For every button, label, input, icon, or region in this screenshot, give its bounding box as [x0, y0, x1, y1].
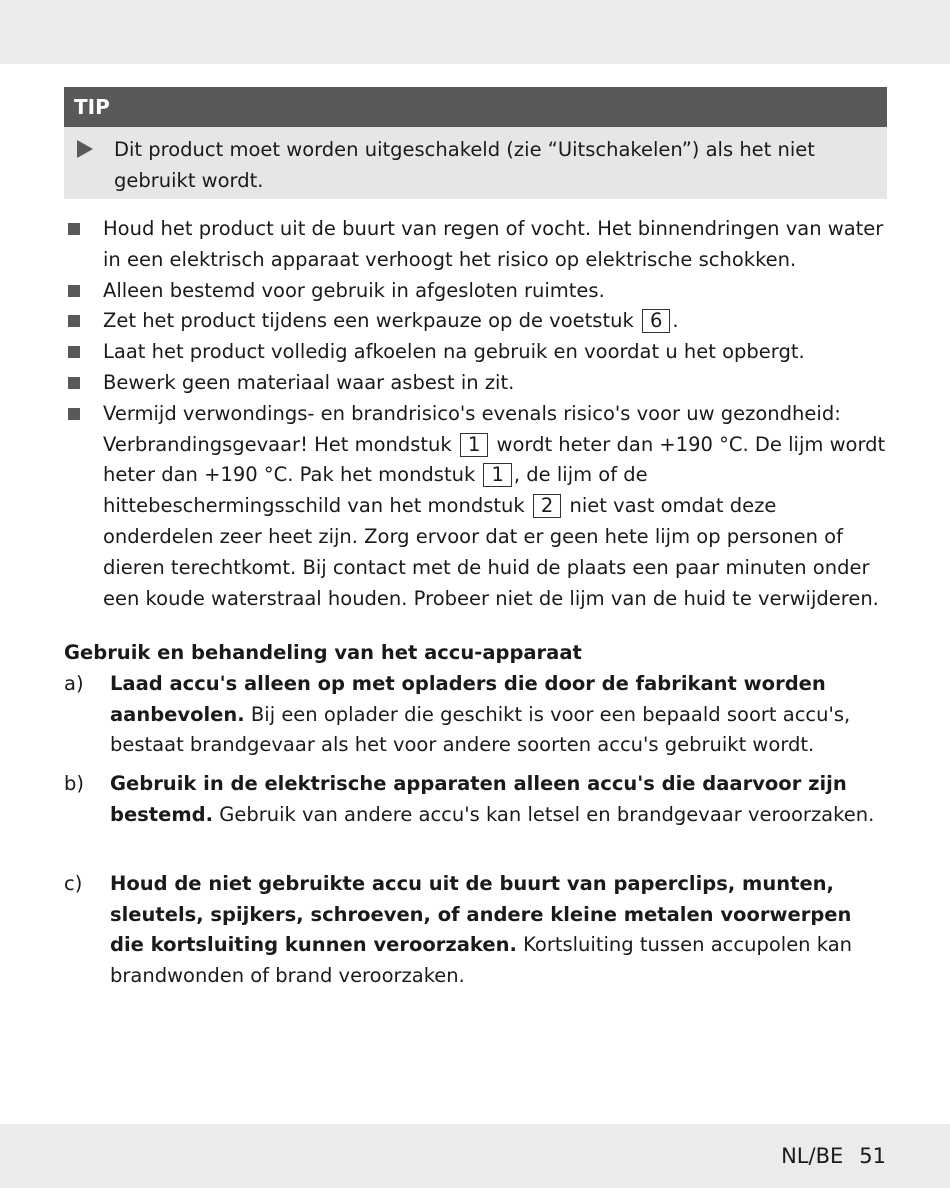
bullet-text: .	[672, 309, 679, 333]
item-body-text: Gebruik van andere accu's kan letsel en brandgevaar veroorzaken.	[213, 802, 875, 826]
bullet-text: , de lijm of de hittebeschermingsschild van het mondstuk	[103, 463, 648, 518]
safety-bullet-list	[64, 214, 887, 614]
part-reference-box: 2	[533, 494, 561, 518]
bullet-text: Vermijd verwondings- en brandrisico's evenals risico's voor uw gezondheid: Verbrandingsgevaar! Het mondstuk	[103, 401, 841, 456]
bullet-text: Laat het product volledig afkoelen na gebruik en voordat u het opbergt.	[103, 340, 805, 364]
list-item-b	[64, 769, 887, 830]
item-label: a)	[64, 672, 84, 695]
item-body-text: Bij een oplader die geschikt is voor een bepaald soort accu's, bestaat brandgevaar als het voor andere soorten accu's gebruikt wordt.	[110, 702, 851, 756]
bullet-text: Houd het product uit de buurt van regen of vocht. Het binnendringen van water in een elektrisch apparaat verhoogt het risico op elektrische schokken.	[103, 217, 884, 271]
list-item-c	[64, 869, 887, 991]
bullet-text: Bewerk geen materiaal waar asbest in zit.	[103, 370, 515, 394]
language-code: NL/BE	[781, 1144, 844, 1168]
item-text	[110, 669, 887, 761]
bullet-item	[64, 399, 887, 615]
item-label: b)	[64, 772, 84, 795]
top-band	[0, 0, 950, 64]
tip-header: TIP	[64, 87, 887, 127]
bullet-item	[64, 214, 887, 276]
item-bold-text: Laad accu's alleen op met opladers die door de fabrikant worden aanbevolen.	[110, 672, 826, 726]
arrow-icon	[77, 140, 93, 158]
bullet-text: Zet het product tijdens een werkpauze op de voetstuk	[103, 309, 640, 333]
bullet-text: niet vast omdat deze onderdelen zeer heet zijn. Zorg ervoor dat er geen hete lijm op personen of dieren terechtkomt. Bij contact met de huid de plaats een paar minuten onder een koude waterstraal houden. Probeer niet de lijm van de huid te verwijderen.	[103, 494, 879, 610]
tip-box	[64, 127, 887, 199]
item-bold-text: Gebruik in de elektrische apparaten alleen accu's die daarvoor zijn bestemd.	[110, 772, 847, 826]
item-text	[110, 869, 887, 991]
bullet-item	[64, 306, 887, 337]
list-item-a	[64, 669, 887, 761]
square-bullet-icon	[68, 408, 80, 420]
square-bullet-icon	[68, 285, 80, 297]
section-heading: Gebruik en behandeling van het accu-apparaat	[64, 641, 582, 664]
tip-text: Dit product moet worden uitgeschakeld (zie “Uitschakelen”) als het niet gebruikt wordt.	[114, 138, 815, 192]
bullet-item	[64, 337, 887, 368]
page-footer	[781, 1141, 886, 1171]
bullet-text: Alleen bestemd voor gebruik in afgesloten ruimtes.	[103, 278, 605, 302]
bullet-text: wordt heter dan +190 °C. De lijm wordt heter dan +190 °C. Pak het mondstuk	[103, 432, 886, 487]
bullet-item	[64, 368, 887, 399]
part-reference-box: 1	[483, 463, 511, 487]
square-bullet-icon	[68, 377, 80, 389]
item-text	[110, 769, 887, 830]
bullet-item	[64, 276, 887, 307]
item-body-text: Kortsluiting tussen accupolen kan brandwonden of brand veroorzaken.	[110, 933, 853, 987]
square-bullet-icon	[68, 315, 80, 327]
item-label: c)	[64, 872, 83, 895]
square-bullet-icon	[68, 223, 80, 235]
page-number: 51	[859, 1144, 886, 1168]
part-reference-box: 6	[642, 309, 670, 333]
square-bullet-icon	[68, 346, 80, 358]
part-reference-box: 1	[460, 433, 488, 457]
item-bold-text: Houd de niet gebruikte accu uit de buurt van paperclips, munten, sleutels, spijkers, schroeven, of andere kleine metalen voorwerpen die kortsluiting kunnen veroorzaken.	[110, 872, 852, 956]
